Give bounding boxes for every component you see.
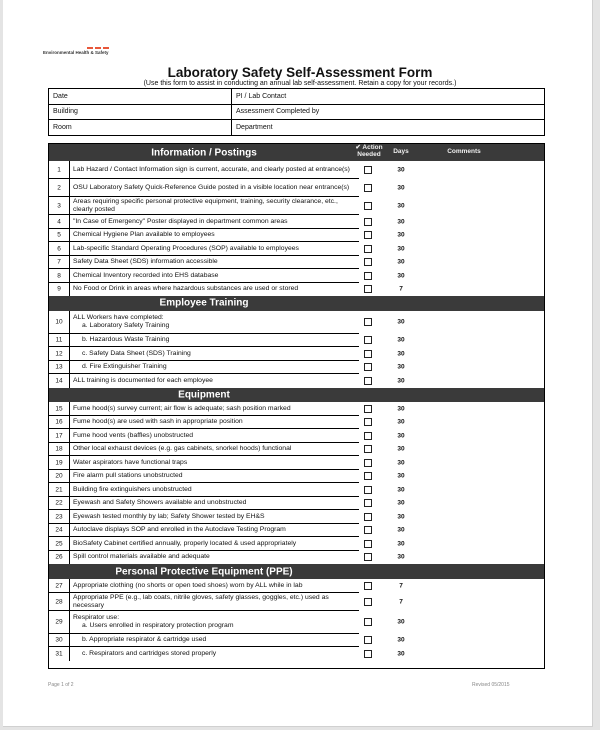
- item-text: c. Respirators and cartridges stored properly: [82, 649, 217, 657]
- item-description: [73, 231, 359, 239]
- item-description: [73, 314, 359, 330]
- section-header: [49, 144, 544, 161]
- item-text: BioSafety Cabinet certified annually, properly located & used appropriately: [73, 539, 297, 547]
- column-divider: [69, 537, 70, 551]
- checklist-row: [49, 443, 544, 457]
- item-number: 2: [57, 184, 61, 192]
- section-header: [49, 388, 544, 403]
- item-text: Appropriate PPE (e.g., lab coats, nitrile gloves, safety glasses, goggles, etc.) used as necessary: [73, 593, 329, 609]
- days-value: 30: [397, 218, 405, 226]
- item-number: 9: [57, 285, 61, 293]
- column-divider: [69, 443, 70, 457]
- column-divider: [69, 456, 70, 470]
- checklist-row: [49, 179, 544, 197]
- column-divider: [69, 334, 70, 348]
- item-description: [73, 445, 359, 453]
- item-number: 20: [55, 472, 63, 480]
- item-number: 14: [55, 377, 63, 385]
- item-text: b. Appropriate respirator & cartridge used: [82, 636, 207, 644]
- checklist-row: [49, 242, 544, 256]
- item-number: 15: [55, 405, 63, 413]
- assessment-completed-by-field[interactable]: Assessment Completed by: [232, 104, 545, 120]
- column-divider: [69, 470, 70, 484]
- item-number: 21: [55, 486, 63, 494]
- action-needed-checkbox[interactable]: [364, 318, 372, 326]
- action-needed-checkbox[interactable]: [364, 432, 372, 440]
- column-divider: [69, 242, 70, 256]
- checklist-row: [49, 215, 544, 229]
- item-description: [73, 486, 359, 494]
- item-text: Eyewash tested monthly by lab; Safety Shower tested by EH&S: [73, 512, 265, 520]
- info-row: [49, 89, 545, 105]
- checklist-table: [48, 143, 545, 669]
- checklist-row: [49, 456, 544, 470]
- days-value: 30: [397, 272, 405, 280]
- info-row: [49, 104, 545, 120]
- days-value: 30: [397, 377, 405, 385]
- item-description: [73, 198, 359, 214]
- item-text: Safety Data Sheet (SDS) information accessible: [73, 258, 218, 266]
- item-description: [73, 285, 359, 293]
- item-number: 12: [55, 350, 63, 358]
- column-divider: [69, 647, 70, 661]
- column-divider: [69, 483, 70, 497]
- info-fields-table: [48, 88, 545, 136]
- days-value: 30: [397, 526, 405, 534]
- item-description: [73, 166, 359, 174]
- days-value: 30: [397, 499, 405, 507]
- section-title: Employee Training: [159, 297, 249, 309]
- checklist-row: [49, 334, 544, 348]
- item-number: 24: [55, 526, 63, 534]
- column-divider: [69, 524, 70, 538]
- item-number: 10: [55, 318, 63, 326]
- action-needed-checkbox[interactable]: [364, 540, 372, 548]
- checklist-row: [49, 647, 544, 661]
- action-needed-checkbox[interactable]: [364, 336, 372, 344]
- item-text: d. Fire Extinguisher Training: [82, 363, 167, 371]
- page-subtitle: (Use this form to assist in conducting an annual lab self-assessment. Retain a copy for your records.): [143, 80, 457, 87]
- days-value: 7: [399, 598, 403, 605]
- days-value: 30: [397, 540, 405, 548]
- days-value: 7: [399, 582, 403, 590]
- item-text: Autoclave displays SOP and enrolled in the Autoclave Testing Program: [73, 526, 286, 534]
- item-description: [73, 377, 359, 385]
- item-description: [73, 553, 359, 561]
- action-needed-checkbox[interactable]: [364, 258, 372, 266]
- days-value: 30: [397, 363, 405, 371]
- item-subtext: a. Laboratory Safety Training: [82, 322, 170, 329]
- revision-date: Revised 05/2015: [472, 682, 510, 688]
- days-value: 7: [399, 285, 403, 293]
- item-description: [73, 258, 359, 266]
- section-title: Equipment: [178, 389, 230, 401]
- days-value: 30: [397, 472, 405, 480]
- item-subtext: a. Users enrolled in respiratory protection program: [82, 622, 234, 629]
- column-divider: [69, 197, 70, 215]
- checklist-row: [49, 497, 544, 511]
- item-number: 17: [55, 432, 63, 440]
- item-description: [73, 184, 359, 192]
- item-text: Fume hood(s) are used with sash in appropriate position: [73, 418, 243, 426]
- checklist-row: [49, 551, 544, 565]
- days-value: 30: [397, 513, 405, 521]
- item-number: 29: [55, 618, 63, 626]
- item-number: 30: [55, 636, 63, 644]
- pi-lab-contact-field[interactable]: PI / Lab Contact: [232, 89, 545, 105]
- checklist-row: [49, 347, 544, 361]
- item-description: [73, 614, 359, 630]
- days-value: 30: [397, 636, 405, 644]
- item-description: [73, 540, 359, 548]
- checklist-row: [49, 593, 544, 611]
- column-divider: [69, 269, 70, 283]
- column-divider: [69, 311, 70, 334]
- action-needed-checkbox[interactable]: [364, 350, 372, 358]
- column-divider: [69, 551, 70, 565]
- item-description: [73, 582, 359, 590]
- days-value: 30: [397, 553, 405, 561]
- item-text: b. Hazardous Waste Training: [82, 336, 170, 344]
- action-needed-checkbox[interactable]: [364, 184, 372, 192]
- checklist-row: [49, 374, 544, 388]
- days-value: 30: [397, 166, 405, 174]
- action-needed-checkbox[interactable]: [364, 513, 372, 521]
- item-number: 6: [57, 245, 61, 253]
- action-needed-header-line1: ✔ Action: [355, 144, 383, 151]
- info-row: [49, 120, 545, 136]
- item-description: [73, 350, 368, 358]
- action-needed-checkbox[interactable]: [364, 650, 372, 658]
- item-text: No Food or Drink in areas where hazardous substances are used or stored: [73, 285, 299, 293]
- action-needed-checkbox[interactable]: [364, 499, 372, 507]
- days-value: 30: [397, 618, 405, 626]
- section-title: Information / Postings: [151, 147, 257, 158]
- action-needed-checkbox[interactable]: [364, 418, 372, 426]
- item-number: 31: [55, 650, 63, 658]
- column-divider: [69, 593, 70, 611]
- column-divider: [69, 402, 70, 416]
- action-needed-checkbox[interactable]: [364, 285, 372, 293]
- days-value: 30: [397, 258, 405, 266]
- item-description: [73, 218, 359, 226]
- page-number: Page 1 of 2: [48, 682, 74, 688]
- days-value: 30: [397, 650, 405, 658]
- column-divider: [69, 634, 70, 648]
- item-description: [73, 594, 359, 610]
- action-needed-checkbox[interactable]: [364, 553, 372, 561]
- column-divider: [69, 229, 70, 243]
- item-text: Respirator use:: [73, 614, 120, 621]
- item-number: 22: [55, 499, 63, 507]
- action-needed-checkbox[interactable]: [364, 202, 372, 210]
- item-description: [73, 499, 359, 507]
- action-needed-checkbox[interactable]: [364, 472, 372, 480]
- action-needed-checkbox[interactable]: [364, 598, 372, 606]
- column-divider: [69, 611, 70, 634]
- action-needed-checkbox[interactable]: [364, 231, 372, 239]
- checklist-row: [49, 256, 544, 270]
- action-needed-checkbox[interactable]: [364, 272, 372, 280]
- item-text: Lab Hazard / Contact Information sign is current, accurate, and clearly posted at entrance(s): [73, 166, 350, 173]
- checklist-row: [49, 579, 544, 593]
- comments-header: Comments: [447, 148, 481, 155]
- item-text: ALL Workers have completed:: [73, 314, 164, 321]
- item-text: Fume hood(s) survey current; air flow is adequate; sash position marked: [73, 404, 291, 412]
- department-field[interactable]: Department: [232, 120, 545, 136]
- column-divider: [69, 215, 70, 229]
- checklist-row: [49, 429, 544, 443]
- item-description: [73, 526, 359, 534]
- checklist-row: [49, 361, 544, 375]
- checklist-row: [49, 161, 544, 179]
- item-description: [73, 418, 359, 426]
- item-text: Water aspirators have functional traps: [73, 458, 188, 466]
- days-value: 30: [397, 350, 405, 358]
- item-text: Other local exhaust devices (e.g. gas cabinets, snorkel hoods) functional: [73, 445, 292, 453]
- item-text: Building fire extinguishers unobstructed: [73, 485, 192, 493]
- item-text: Spill control materials available and adequate: [73, 553, 210, 561]
- action-needed-checkbox[interactable]: [364, 526, 372, 534]
- section-header: [49, 564, 544, 579]
- checklist-row: [49, 269, 544, 283]
- item-number: 13: [55, 363, 63, 371]
- days-value: 30: [397, 486, 405, 494]
- checklist-row: [49, 611, 544, 634]
- item-number: 5: [57, 231, 61, 239]
- column-divider: [69, 347, 70, 361]
- checklist-row: [49, 634, 544, 648]
- column-divider: [69, 161, 70, 179]
- checklist-row: [49, 197, 544, 215]
- checklist-row: [49, 311, 544, 334]
- building-field[interactable]: Building: [49, 104, 232, 120]
- action-needed-checkbox[interactable]: [364, 245, 372, 253]
- checklist-row: [49, 229, 544, 243]
- item-number: 27: [55, 582, 63, 590]
- column-divider: [69, 510, 70, 524]
- section-header: [49, 296, 544, 311]
- column-divider: [69, 283, 70, 297]
- days-value: 30: [397, 184, 405, 192]
- days-value: 30: [397, 432, 405, 440]
- item-number: 25: [55, 540, 63, 548]
- column-divider: [69, 579, 70, 593]
- item-number: 8: [57, 272, 61, 280]
- action-needed-checkbox[interactable]: [364, 459, 372, 467]
- column-divider: [69, 179, 70, 197]
- action-needed-checkbox[interactable]: [364, 363, 372, 371]
- item-text: Fire alarm pull stations unobstructed: [73, 472, 183, 480]
- column-divider: [69, 416, 70, 430]
- ehs-logo-text: Environmental Health & Safety: [43, 50, 109, 55]
- item-text: Chemical Hygiene Plan available to employees: [73, 231, 215, 239]
- item-number: 26: [55, 553, 63, 561]
- checklist-row: [49, 470, 544, 484]
- days-value: 30: [397, 445, 405, 453]
- item-number: 3: [57, 202, 61, 210]
- checklist-row: [49, 510, 544, 524]
- item-number: 28: [55, 598, 63, 605]
- action-needed-checkbox[interactable]: [364, 218, 372, 226]
- checklist-row: [49, 416, 544, 430]
- item-text: "In Case of Emergency" Poster displayed in department common areas: [73, 217, 288, 225]
- item-number: 16: [55, 418, 63, 426]
- checklist-row: [49, 283, 544, 297]
- checklist-row: [49, 402, 544, 416]
- item-description: [73, 336, 368, 344]
- days-value: 30: [397, 245, 405, 253]
- checklist-row: [49, 537, 544, 551]
- item-number: 11: [55, 336, 63, 344]
- column-divider: [69, 361, 70, 375]
- action-needed-checkbox[interactable]: [364, 445, 372, 453]
- action-needed-header-line2: Needed: [357, 151, 381, 158]
- item-text: Chemical Inventory recorded into EHS database: [73, 271, 219, 279]
- action-needed-checkbox[interactable]: [364, 166, 372, 174]
- item-text: OSU Laboratory Safety Quick-Reference Guide posted in a visible location near entrance(s): [73, 184, 350, 191]
- action-needed-checkbox[interactable]: [364, 377, 372, 385]
- item-description: [73, 405, 359, 413]
- item-description: [73, 432, 359, 440]
- section-title: Personal Protective Equipment (PPE): [115, 566, 293, 577]
- days-value: 30: [397, 405, 405, 413]
- ehs-logo-mark: [87, 47, 109, 49]
- item-number: 18: [55, 445, 63, 453]
- action-needed-checkbox[interactable]: [364, 582, 372, 590]
- item-text: ALL training is documented for each employee: [73, 376, 213, 384]
- item-text: Fume hood vents (baffles) unobstructed: [73, 431, 194, 439]
- item-number: 7: [57, 258, 61, 266]
- item-number: 19: [55, 459, 63, 467]
- item-description: [73, 636, 368, 644]
- date-field[interactable]: Date: [49, 89, 232, 105]
- item-text: Lab-specific Standard Operating Procedures (SOP) available to employees: [73, 244, 299, 252]
- days-value: 30: [397, 418, 405, 426]
- item-number: 1: [57, 166, 61, 174]
- item-description: [73, 363, 368, 371]
- item-number: 23: [55, 513, 63, 521]
- item-text: c. Safety Data Sheet (SDS) Training: [82, 349, 191, 357]
- room-field[interactable]: Room: [49, 120, 232, 136]
- action-needed-checkbox[interactable]: [364, 636, 372, 644]
- item-description: [73, 272, 359, 280]
- days-value: 30: [397, 202, 405, 210]
- column-divider: [69, 374, 70, 388]
- item-description: [73, 459, 359, 467]
- days-value: 30: [397, 231, 405, 239]
- page-title: Laboratory Safety Self-Assessment Form: [167, 65, 433, 80]
- item-text: Eyewash and Safety Showers available and unobstructed: [73, 499, 247, 507]
- item-description: [73, 650, 368, 658]
- action-needed-checkbox[interactable]: [364, 618, 372, 626]
- checklist-row: [49, 524, 544, 538]
- days-value: 30: [397, 318, 405, 326]
- checklist-row: [49, 483, 544, 497]
- item-description: [73, 245, 359, 253]
- action-needed-checkbox[interactable]: [364, 486, 372, 494]
- days-value: 30: [397, 459, 405, 467]
- item-text: Appropriate clothing (no shorts or open toed shoes) worn by ALL while in lab: [73, 581, 303, 589]
- item-description: [73, 513, 359, 521]
- days-header: Days: [393, 148, 409, 155]
- days-value: 30: [397, 336, 405, 344]
- column-divider: [69, 429, 70, 443]
- item-text: Areas requiring specific personal protective equipment, training, security clearance, etc., clearly posted: [73, 198, 338, 213]
- column-divider: [69, 497, 70, 511]
- column-divider: [69, 256, 70, 270]
- action-needed-header: [349, 144, 389, 158]
- item-description: [73, 472, 359, 480]
- action-needed-checkbox[interactable]: [364, 405, 372, 413]
- item-number: 4: [57, 218, 61, 226]
